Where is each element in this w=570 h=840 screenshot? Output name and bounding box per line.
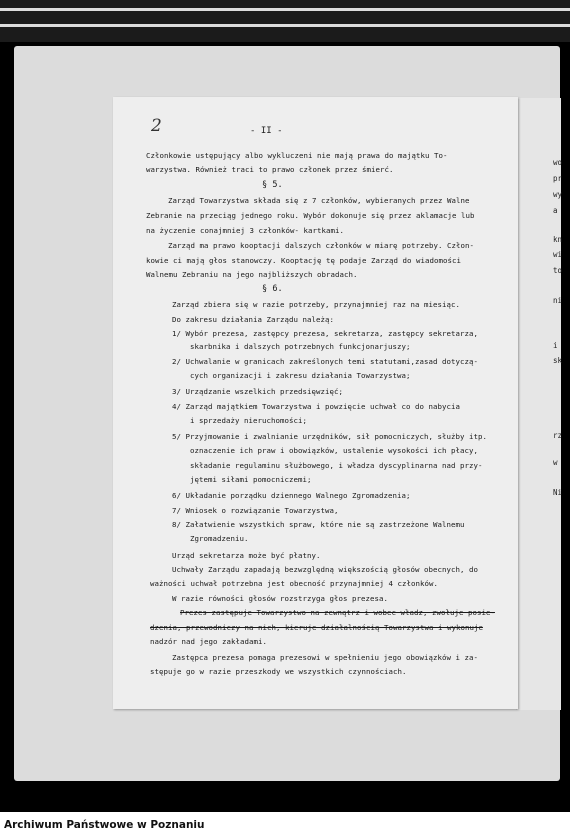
scanner-strip-line [0,8,570,11]
text-line: Uchwały Zarządu zapadają bezwzględną większością głosów obecnych, do [172,565,478,574]
adjacent-fragment: i [553,341,558,350]
list-item-continued: i sprzedaży nieruchomości; [190,416,307,425]
list-item: 2/ Uchwalanie w granicach zakreślonych temi statutami,zasad dotyczą- [172,357,478,366]
scanner-strip-line [0,24,570,27]
text-line: Zastępca prezesa pomaga prezesowi w spełnieniu jego obowiązków i za- [172,653,478,662]
list-item-continued: skarbnika i dalszych potrzebnych funkcjonarjuszy; [190,342,411,351]
adjacent-fragment: wo [553,158,563,167]
text-line: stępuje go w razie przeszkody we wszystkich czynnościach. [150,667,407,676]
list-item-continued: składanie regulaminu służbowego, i władza dyscyplinarna nad przy- [190,461,483,470]
archive-footer-label: Archiwum Państwowe w Poznaniu [4,819,205,831]
scanner-top-band [0,0,570,42]
text-line: ważności uchwał potrzebna jest obecność przynajmniej 4 członków. [150,579,438,588]
adjacent-fragment: kn [553,235,563,244]
text-line: Członkowie ustępujący albo wykluczeni nie mają prawa do majątku To- [146,151,448,160]
adjacent-fragment: Ni [553,488,563,497]
list-item-continued: Zgromadzeniu. [190,534,249,543]
adjacent-fragment: rz [553,431,563,440]
text-line: Zarząd zbiera się w razie potrzeby, przynajmniej raz na miesiąc. [172,300,460,309]
adjacent-fragment: w [553,458,558,467]
text-line: warzystwa. Również traci to prawo członek przez śmierć. [146,165,394,174]
text-line: na życzenie conajmniej 3 członków- kartkami. [146,226,344,235]
adjacent-fragment: wy [553,190,563,199]
adjacent-fragment: ni [553,296,563,305]
text-line: Urząd sekretarza może być płatny. [172,551,321,560]
struck-text-line: dzenia, przewodniczy na nich, kieruje działalnością Towarzystwa i wykonuje [150,623,483,632]
text-line: Zarząd ma prawo kooptacji dalszych członków w miarę potrzeby. Człon- [168,241,474,250]
list-item: 6/ Układanie porządku dziennego Walnego Zgromadzenia; [172,491,411,500]
section-heading: § 6. [262,284,283,294]
adjacent-fragment: a [553,206,558,215]
text-line: Zebranie na przeciąg jednego roku. Wybór dokonuje się przez aklamacje lub [146,211,475,220]
list-item: 7/ Wniosek o rozwiązanie Towarzystwa, [172,506,339,515]
text-line: Do zakresu działania Zarządu należą: [172,315,334,324]
text-line: kowie ci mają głos stanowczy. Kooptację tę podaje Zarząd do wiadomości [146,256,461,265]
text-line: Walnemu Zebraniu na jego najbliższych obradach. [146,270,358,279]
list-item: 5/ Przyjmowanie i zwalnianie urzędników, sił pomocniczych, służby itp. [172,432,487,441]
adjacent-page-edge [516,98,561,710]
list-item: 8/ Załatwienie wszystkich spraw, które nie są zastrzeżone Walnemu [172,520,465,529]
handwritten-page-number: 2 [151,116,162,136]
text-line: W razie równości głosów rozstrzyga głos prezesa. [172,594,388,603]
text-line: Zarząd Towarzystwa składa się z 7 członków, wybieranych przez Walne [168,196,470,205]
list-item-continued: jętemi siłami pomocniczemi; [190,475,312,484]
list-item: 1/ Wybór prezesa, zastępcy prezesa, sekretarza, zastępcy sekretarza, [172,329,478,338]
struck-text-line: Prezes zastępuje Towarzystwo na zewnątrz i wobec władz, zwołuje posie- [180,608,495,617]
list-item-continued: oznaczenie ich praw i obowiązków, ustalenie wysokości ich płacy, [190,446,478,455]
adjacent-fragment: pr [553,174,563,183]
text-line: nadzór nad jego zakładami. [150,637,267,646]
page-number: - II - [250,126,283,136]
section-heading: § 5. [262,180,283,190]
adjacent-fragment: sk [553,356,563,365]
list-item-continued: cych organizacji i zakresu działania Towarzystwa; [190,371,411,380]
adjacent-fragment: to [553,266,563,275]
adjacent-fragment: wi [553,250,563,259]
list-item: 3/ Urządzanie wszelkich przedsięwzięć; [172,387,343,396]
list-item: 4/ Zarząd majątkiem Towarzystwa i powzięcie uchwał co do nabycia [172,402,460,411]
